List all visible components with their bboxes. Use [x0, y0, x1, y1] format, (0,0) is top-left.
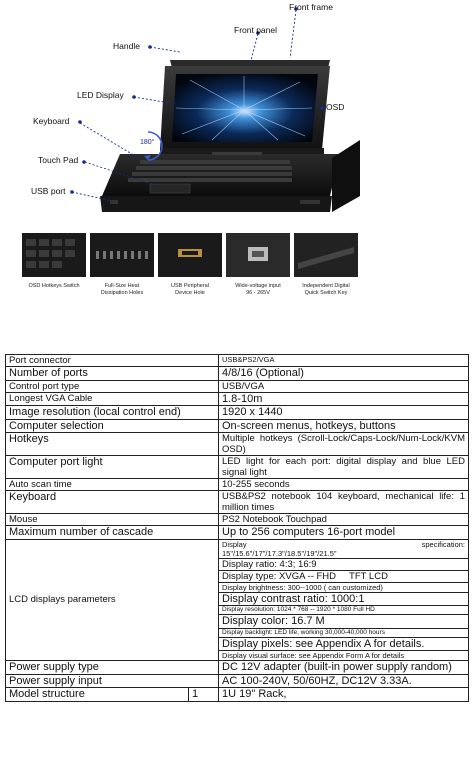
spec-value: 1.8-10m — [219, 392, 469, 406]
spec-label: Number of ports — [6, 367, 219, 381]
spec-value: USB/VGA — [219, 380, 469, 392]
lcd-pixels: Display pixels: see Appendix A for details. — [219, 638, 468, 652]
spec-label: Port connector — [6, 355, 219, 367]
spec-value: 4/8/16 (Optional) — [219, 367, 469, 381]
lcd-specification-word: specification: — [421, 539, 465, 549]
table-row — [6, 419, 469, 433]
spec-value: Up to 256 computers 16-port model — [219, 526, 469, 540]
spec-label: Power supply type — [6, 661, 219, 675]
lcd-ratio: Display ratio: 4:3; 16:9 — [219, 559, 468, 571]
table-row — [6, 456, 469, 479]
callout-front-panel: Front panel — [234, 25, 277, 35]
table-row — [6, 526, 469, 540]
caption-usb-hole: USB Peripheral Device Hole — [171, 283, 209, 296]
spec-value: USB&PS2/VGA — [219, 355, 469, 367]
spec-label: Control port type — [6, 380, 219, 392]
spec-value: Multiple hotkeys (Scroll-Lock/Caps-Lock/Num-Lock/KVM OSD) — [219, 433, 469, 456]
spec-label: Maximum number of cascade — [6, 526, 219, 540]
table-row — [6, 479, 469, 491]
spec-value: 1920 x 1440 — [219, 406, 469, 420]
table-row — [6, 674, 469, 688]
callout-front-frame: Front frame — [289, 2, 333, 12]
spec-label: Computer port light — [6, 456, 219, 479]
spec-value: LED light for each port: digital display and blue LED signal light — [219, 456, 469, 479]
thumb-wide-voltage — [226, 233, 290, 277]
caption-wide-voltage: Wide-voltage input 96 - 265V — [235, 283, 281, 296]
touchpad — [150, 184, 190, 193]
spec-value: USB&PS2 notebook 104 keyboard, mechanical life: 1 million times — [219, 491, 469, 514]
spec-value: On-screen menus, hotkeys, buttons — [219, 419, 469, 433]
spec-label: Image resolution (local control end) — [6, 406, 219, 420]
spec-label: Hotkeys — [6, 433, 219, 456]
product-illustration — [0, 0, 474, 230]
lcd-color: Display color: 16.7 M — [219, 615, 468, 629]
lcd-resolution: Display resolution: 1024 * 768 -- 1920 * 1080 Full HD — [219, 606, 468, 615]
lcd-sizes: 15"/15.6"/17"/17.3"/18.5"/19"/21.5" — [222, 548, 337, 558]
caption-osd-hotkeys: OSD Hotkeys Switch — [28, 283, 80, 289]
lcd-type: Display type: XVGA -- FHD TFT LCD — [219, 571, 468, 583]
spec-label: Power supply input — [6, 674, 219, 688]
spec-value: 1U 19" Rack, — [219, 688, 469, 702]
table-row — [6, 514, 469, 526]
lcd-parameters-cell — [219, 539, 469, 661]
thumb-heat-holes — [90, 233, 154, 277]
table-row — [6, 380, 469, 392]
caption-heat-holes: Full-Size Heat Dissipation Holes — [100, 283, 144, 296]
lcd-visual-surface: Display visual surface: see Appendix Form A for details — [222, 651, 405, 660]
callout-osd: OSD — [326, 102, 345, 112]
spec-index: 1 — [189, 688, 219, 702]
spec-value: AC 100-240V, 50/60HZ, DC12V 3.33A. — [219, 674, 469, 688]
thumb-usb-hole — [158, 233, 222, 277]
callout-usb-port: USB port — [31, 186, 66, 196]
callout-handle: Handle — [113, 41, 140, 51]
caption-quick-switch: Independent Digital Quick Switch Key — [302, 283, 350, 296]
front-chassis — [100, 196, 332, 212]
specification-table — [5, 354, 469, 702]
callout-keyboard: Keyboard — [33, 116, 70, 126]
spec-label: Longest VGA Cable — [6, 392, 219, 406]
lcd-backlight: Display backlight: LED life, working 30,000-40,000 hours — [219, 629, 468, 638]
callout-touch-pad: Touch Pad — [38, 155, 79, 165]
table-row — [6, 355, 469, 367]
table-row — [6, 661, 469, 675]
spec-value: DC 12V adapter (built-in power supply random) — [219, 661, 469, 675]
table-row — [6, 688, 469, 702]
table-row — [6, 491, 469, 514]
thumb-quick-switch — [294, 233, 358, 277]
table-row — [6, 433, 469, 456]
table-row — [6, 367, 469, 381]
lcd-brightness: Display brightness: 300--1000 ( can customized) — [219, 583, 468, 593]
lcd-display-word: Display — [222, 539, 247, 549]
spec-value: PS2 Notebook Touchpad — [219, 514, 469, 526]
spec-label: LCD displays parameters — [6, 539, 219, 661]
thumb-osd-hotkeys — [22, 233, 86, 277]
callout-led-display: LED Display — [77, 90, 124, 100]
spec-value: 10-255 seconds — [219, 479, 469, 491]
feature-thumbnails — [22, 233, 462, 303]
table-row — [6, 392, 469, 406]
lcd-contrast: Display contrast ratio: 1000:1 — [219, 593, 468, 607]
spec-label: Computer selection — [6, 419, 219, 433]
rotation-label: 180° — [140, 139, 155, 146]
spec-label: Keyboard — [6, 491, 219, 514]
spec-label: Auto scan time — [6, 479, 219, 491]
spec-label: Mouse — [6, 514, 219, 526]
spec-label: Model structure — [6, 688, 189, 702]
table-row — [6, 406, 469, 420]
table-row — [6, 539, 469, 661]
